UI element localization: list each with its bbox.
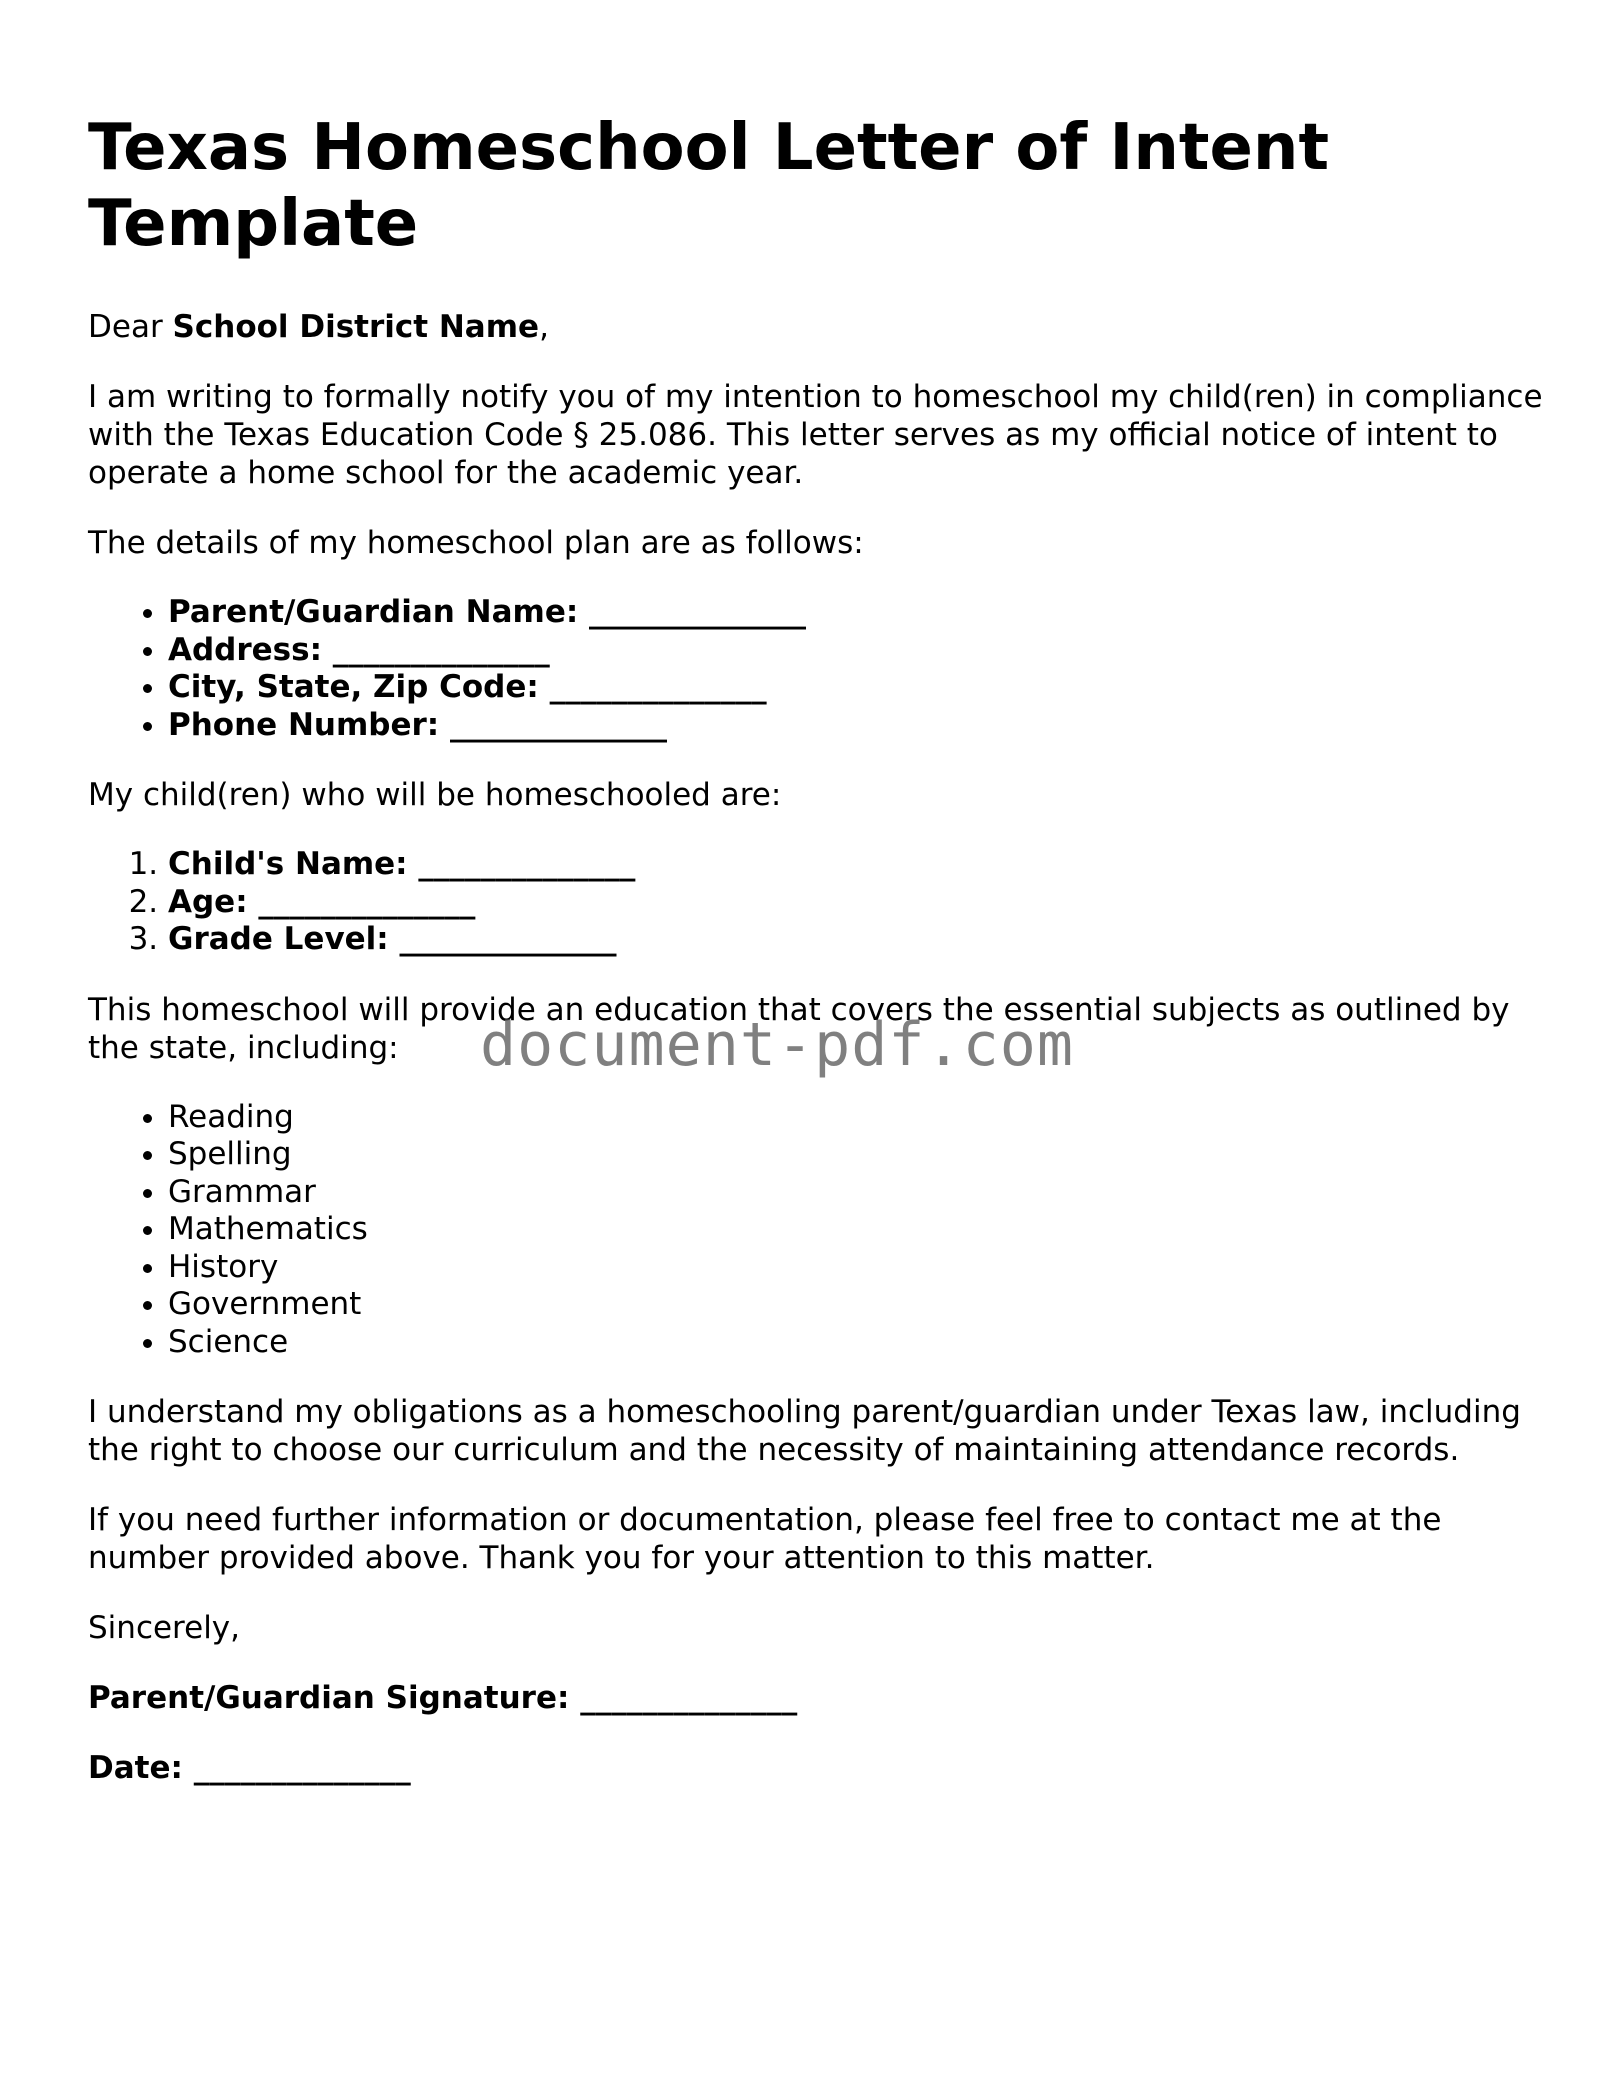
contact-paragraph: If you need further information or documentation, please feel free to contact me at the number provided above. Thank you for your attention to this matter. <box>88 1502 1442 1576</box>
field-blank: ______________ <box>418 846 636 882</box>
field-label: Age: <box>168 883 248 920</box>
list-item <box>168 884 1548 922</box>
page-title: Texas Homeschool Letter of Intent Template <box>88 111 1330 261</box>
parent-details-list <box>88 594 1548 744</box>
list-item: • Reading <box>168 1099 1548 1137</box>
watermark: document-pdf.com <box>480 1010 1074 1080</box>
field-label: Parent/Guardian Name: <box>168 594 579 630</box>
salutation-prefix: Dear <box>88 309 173 345</box>
list-item <box>168 594 1548 632</box>
obligations-paragraph: I understand my obligations as a homeschooling parent/guardian under Texas law, including the right to choose our curriculum and the necessity of maintaining attendance records. <box>88 1394 1521 1468</box>
school-district-name: School District Name <box>172 309 540 345</box>
field-blank: ______________ <box>332 631 550 668</box>
signature-line <box>88 1679 1548 1717</box>
list-item: • Government <box>168 1286 1548 1324</box>
field-label: City, State, Zip Code: <box>168 669 539 705</box>
field-label: Phone Number: <box>168 706 440 743</box>
list-item: • History <box>168 1249 1548 1287</box>
salutation-suffix: , <box>539 309 549 345</box>
field-blank: ______________ <box>549 669 767 705</box>
list-item <box>168 846 1548 884</box>
date-label: Date: <box>88 1750 183 1786</box>
intro-paragraph: I am writing to formally notify you of my intention to homeschool my child(ren) in compliance with the Texas Education Code § 25.086. This letter serves as my official notice of intent to operate a home school for the academic year. <box>88 379 1543 491</box>
date-blank: ______________ <box>193 1750 411 1786</box>
list-item <box>168 632 1548 670</box>
subjects-intro: This homeschool will provide an education that covers the essential subjects as outlined by the state, including: <box>88 991 1510 1066</box>
list-item <box>168 669 1548 707</box>
children-intro: My child(ren) who will be homeschooled are: <box>88 777 782 813</box>
field-blank: ______________ <box>399 921 617 957</box>
list-item: • Spelling <box>168 1136 1548 1174</box>
field-label: Grade Level: <box>168 921 389 957</box>
field-label: Child's Name: <box>168 846 408 882</box>
field-blank: ______________ <box>589 594 807 630</box>
list-item <box>168 921 1548 959</box>
list-item <box>168 707 1548 745</box>
salutation <box>88 308 1548 346</box>
signature-blank: ______________ <box>580 1680 798 1716</box>
subjects-list <box>88 1099 1548 1362</box>
date-line <box>88 1749 1548 1787</box>
details-intro: The details of my homeschool plan are as follows: <box>88 525 864 561</box>
list-item: • Mathematics <box>168 1211 1548 1249</box>
child-details-list <box>88 846 1548 959</box>
field-blank: ______________ <box>258 883 476 920</box>
field-blank: ______________ <box>450 706 667 743</box>
signature-label: Parent/Guardian Signature: <box>88 1680 570 1716</box>
list-item: • Grammar <box>168 1174 1548 1212</box>
list-item: • Science <box>168 1324 1548 1362</box>
closing: Sincerely, <box>88 1610 241 1646</box>
field-label: Address: <box>168 631 322 668</box>
letter-page <box>88 110 1548 1819</box>
